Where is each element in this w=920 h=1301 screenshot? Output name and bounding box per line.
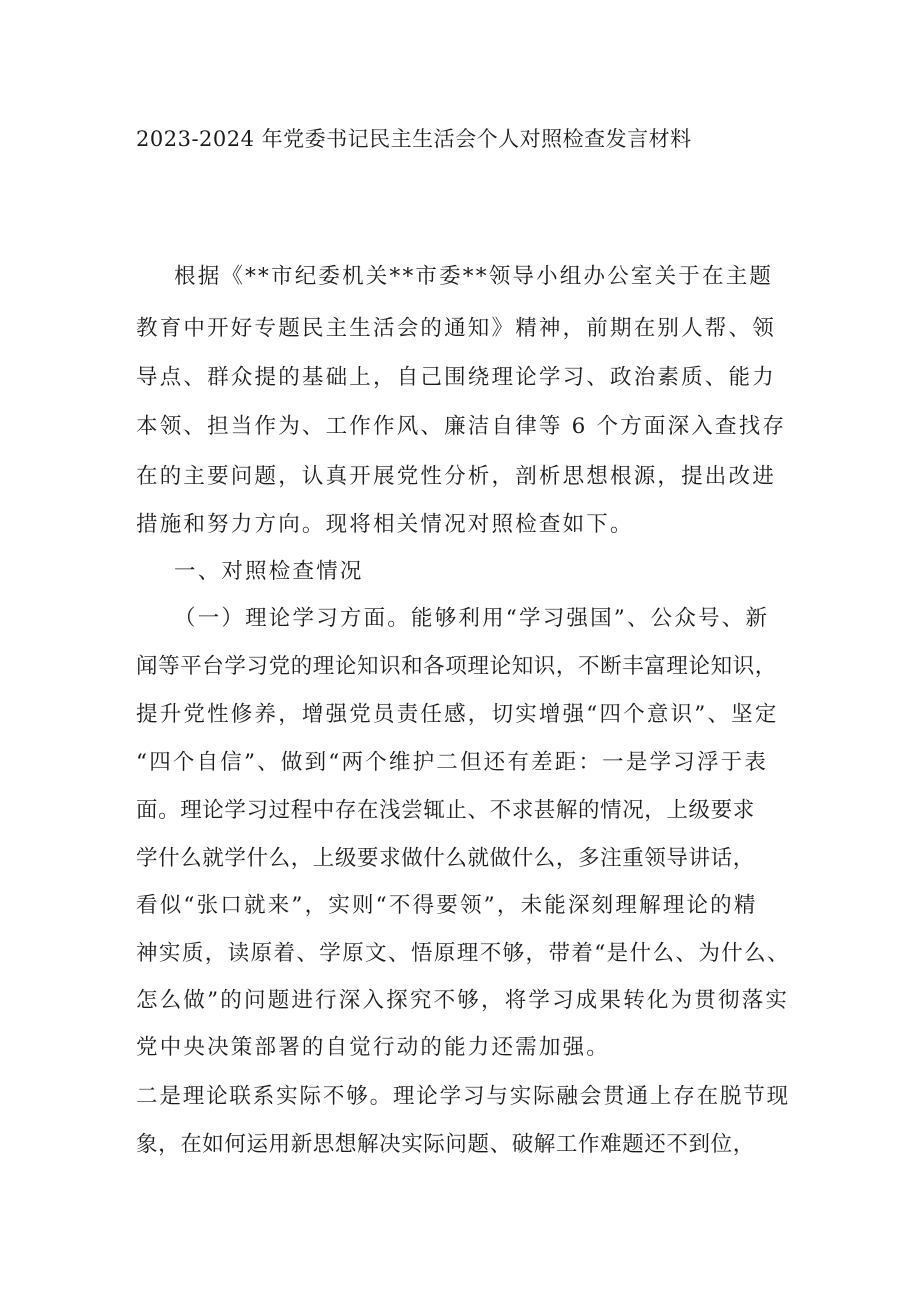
paragraph-line: 学什么就学什么，上级要求做什么就做什么，多注重领导讲话， (136, 846, 755, 871)
paragraph-line: 在的主要问题，认真开展党性分析，剖析思想根源，提出改进 (136, 464, 776, 489)
paragraph-line: 本领、担当作为、工作作风、廉洁自律等 6 个方面深入查找存 (136, 414, 787, 439)
paragraph-line: （一）理论学习方面。能够利用“学习强国”、公众号、新 (174, 606, 770, 631)
paragraph-line: 面。理论学习过程中存在浅尝辄止、不求甚解的情况，上级要求 (136, 798, 755, 823)
document-title: 2023-2024 年党委书记民主生活会个人对照检查发言材料 (136, 127, 692, 151)
section-heading: 一、对照检查情况 (174, 559, 364, 584)
paragraph-line: 提升党性修养，增强党员责任感，切实增强“四个意识”、坚定 (136, 702, 779, 727)
paragraph-line: 神实质，读原着、学原文、悟原理不够，带着“是什么、为什么、 (136, 941, 790, 966)
paragraph-line: “四个自信”、做到“两个维护二但还有差距：一是学习浮于表 (136, 750, 769, 775)
paragraph-line: 看似“张口就来”，实则“不得要领”，未能深刻理解理论的精 (136, 893, 758, 918)
paragraph-line: 象，在如何运用新思想解决实际问题、破解工作难题还不到位， (136, 1132, 755, 1157)
paragraph-line: 二是理论联系实际不够。理论学习与实际融会贯通上存在脱节现 (136, 1084, 790, 1109)
paragraph-line: 怎么做”的问题进行深入探究不够，将学习成果转化为贯彻落实 (136, 988, 790, 1013)
paragraph-line: 闻等平台学习党的理论知识和各项理论知识，不断丰富理论知识， (136, 654, 777, 679)
paragraph-line: 教育中开好专题民主生活会的通知》精神，前期在别人帮、领 (136, 316, 776, 341)
paragraph-line: 党中央决策部署的自觉行动的能力还需加强。 (136, 1035, 611, 1060)
paragraph-line: 根据《**市纪委机关**市委**领导小组办公室关于在主题 (174, 264, 774, 289)
paragraph-line: 措施和努力方向。现将相关情况对照检查如下。 (136, 512, 634, 537)
paragraph-line: 导点、群众提的基础上，自己围绕理论学习、政治素质、能力 (136, 365, 776, 390)
